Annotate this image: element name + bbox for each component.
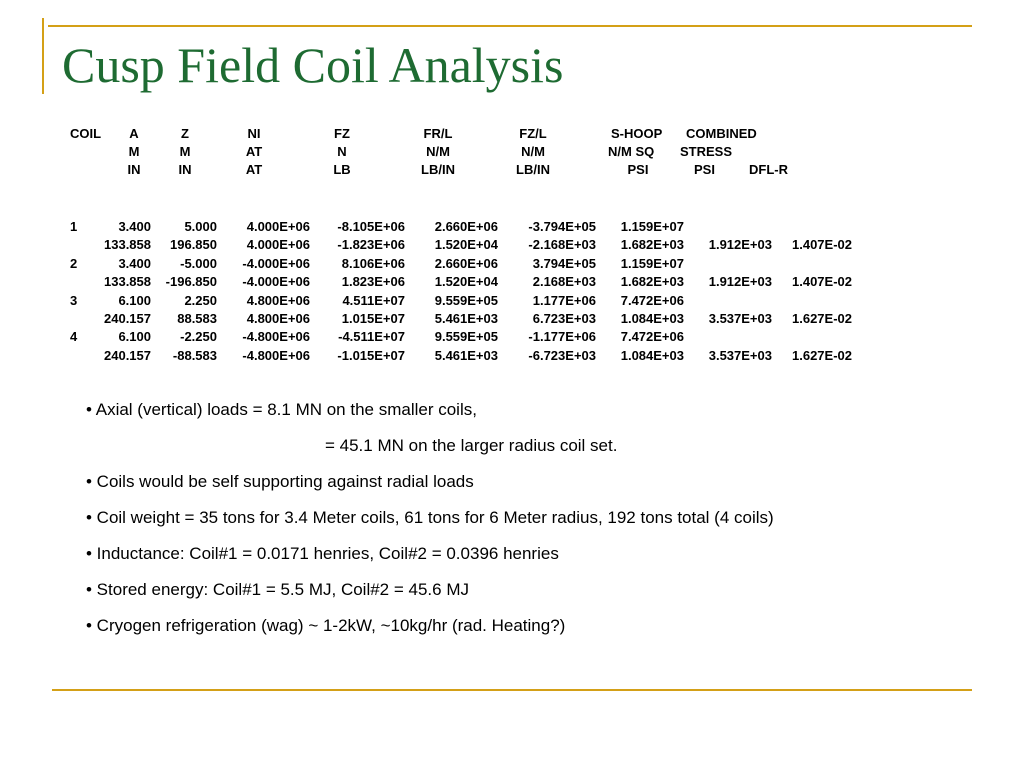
bullet-item: • Stored energy: Coil#1 = 5.5 MJ, Coil#2 = 45.6 MJ — [86, 580, 469, 599]
table-cell: 1.912E+03 — [708, 237, 772, 253]
table-header-cell: FR/L — [423, 126, 453, 141]
table-cell: 1.682E+03 — [620, 274, 684, 290]
table-cell: 133.858 — [104, 237, 151, 253]
table-cell: -2.250 — [180, 329, 217, 345]
table-header-cell: M — [179, 144, 191, 159]
table-cell: 196.850 — [170, 237, 217, 253]
table-header-cell: LB — [333, 162, 351, 177]
bullet-continuation: = 45.1 MN on the larger radius coil set. — [325, 436, 618, 455]
table-header-cell: NI — [247, 126, 261, 141]
table-header-cell: STRESS — [680, 144, 733, 159]
table-cell: 1.159E+07 — [620, 255, 684, 271]
table-header-cell: COMBINED — [686, 126, 757, 141]
table-cell: 7.472E+06 — [620, 329, 684, 345]
slide-title: Cusp Field Coil Analysis — [62, 37, 564, 93]
table-cell: 1.520E+04 — [434, 237, 498, 253]
table-header-cell: Z — [181, 126, 189, 141]
table-cell: 1.084E+03 — [620, 311, 684, 326]
table-cell: 88.583 — [177, 311, 217, 326]
table-cell: 1.084E+03 — [620, 347, 684, 363]
table-cell: -4.000E+06 — [242, 255, 310, 271]
table-cell: -196.850 — [165, 274, 217, 290]
table-cell: 2.168E+03 — [532, 274, 596, 290]
table-cell: 1.159E+07 — [620, 219, 684, 234]
table-cell: 7.472E+06 — [620, 292, 684, 308]
table-header-cell: FZ — [334, 126, 350, 141]
table-cell: 6.100 — [118, 329, 151, 345]
table-cell: 1.627E-02 — [792, 311, 852, 326]
table-cell: 2.250 — [184, 292, 217, 308]
table-header-cell: PSI — [694, 162, 715, 177]
table-cell: 2.660E+06 — [434, 219, 498, 234]
table-cell: -1.015E+07 — [337, 347, 405, 363]
table-cell: 4.800E+06 — [246, 292, 310, 308]
bullet-item: • Coil weight = 35 tons for 3.4 Meter coils, 61 tons for 6 Meter radius, 192 tons total (4 coils) — [86, 508, 774, 527]
bullet-item: • Inductance: Coil#1 = 0.0171 henries, Coil#2 = 0.0396 henries — [86, 544, 559, 563]
table-cell: 133.858 — [104, 274, 151, 290]
table-cell: 240.157 — [104, 311, 151, 326]
table-cell: 3.400 — [118, 219, 151, 234]
table-cell: 3.400 — [118, 255, 151, 271]
table-cell: 240.157 — [104, 347, 151, 363]
table-cell: 6.100 — [118, 292, 151, 308]
table-cell: 3.537E+03 — [708, 311, 772, 326]
table-cell: 1.177E+06 — [532, 292, 596, 308]
table-cell: 4.000E+06 — [246, 237, 310, 253]
table-cell: -5.000 — [180, 255, 217, 271]
table-cell: 1.912E+03 — [708, 274, 772, 290]
table-cell: 1.682E+03 — [620, 237, 684, 253]
table-cell: 1.823E+06 — [341, 274, 405, 290]
table-cell: -4.000E+06 — [242, 274, 310, 290]
table-header-cell: N/M SQ — [608, 144, 655, 159]
table-cell: 1.407E-02 — [792, 274, 852, 290]
table-cell: 4.511E+07 — [342, 292, 405, 308]
table-cell: -1.177E+06 — [528, 329, 596, 345]
table-header-cell: M — [128, 144, 140, 159]
table-header-cell: DFL-R — [749, 162, 788, 177]
table-cell: 9.559E+05 — [434, 292, 498, 308]
table-cell: -88.583 — [172, 347, 217, 363]
coil-number-cell: 4 — [70, 329, 78, 345]
table-header-cell: FZ/L — [519, 126, 547, 141]
table-cell: -4.800E+06 — [242, 329, 310, 345]
bottom-rule — [52, 689, 972, 691]
bullet-item: • Cryogen refrigeration (wag) ~ 1-2kW, ~10kg/hr (rad. Heating?) — [86, 616, 566, 635]
coil-analysis-table — [0, 0, 1024, 380]
table-header-cell: PSI — [627, 162, 649, 177]
table-cell: 1.015E+07 — [341, 311, 405, 326]
table-cell: -2.168E+03 — [528, 237, 596, 253]
table-cell: 5.000 — [184, 219, 217, 234]
table-header-cell: S-HOOP — [611, 126, 663, 141]
table-cell: 4.800E+06 — [246, 311, 310, 326]
table-cell: -4.800E+06 — [242, 347, 310, 363]
table-header-cell: AT — [245, 162, 263, 177]
table-cell: 9.559E+05 — [434, 329, 498, 345]
table-cell: 2.660E+06 — [434, 255, 498, 271]
table-cell: 1.407E-02 — [792, 237, 852, 253]
table-header-cell: IN — [178, 162, 192, 177]
table-cell: 1.520E+04 — [434, 274, 498, 290]
table-header-cell: A — [129, 126, 139, 141]
table-cell: 5.461E+03 — [434, 311, 498, 326]
table-header-cell: N — [337, 144, 347, 159]
table-header-cell: COIL — [70, 126, 102, 141]
table-header-cell: AT — [245, 144, 263, 159]
table-cell: -3.794E+05 — [528, 219, 596, 234]
table-cell: 6.723E+03 — [532, 311, 596, 326]
table-header-cell: LB/IN — [516, 162, 550, 177]
table-header-cell: N/M — [521, 144, 545, 159]
table-cell: 3.794E+05 — [532, 255, 596, 271]
table-cell: 4.000E+06 — [246, 219, 310, 234]
table-cell: 3.537E+03 — [708, 347, 772, 363]
coil-number-cell: 3 — [70, 292, 78, 308]
table-header-cell: LB/IN — [421, 162, 455, 177]
table-cell: 1.627E-02 — [792, 347, 852, 363]
coil-number-cell: 1 — [70, 219, 78, 234]
table-cell: 5.461E+03 — [434, 347, 498, 363]
coil-number-cell: 2 — [70, 255, 78, 271]
table-cell: -1.823E+06 — [337, 237, 405, 253]
table-header-cell: N/M — [426, 144, 450, 159]
table-cell: -8.105E+06 — [337, 219, 405, 234]
table-cell: -4.511E+07 — [338, 329, 405, 345]
table-header-cell: IN — [127, 162, 141, 177]
bullet-item: • Coils would be self supporting against radial loads — [86, 472, 474, 491]
table-cell: 8.106E+06 — [341, 255, 405, 271]
bullet-item: • Axial (vertical) loads = 8.1 MN on the smaller coils, — [86, 400, 477, 419]
table-cell: -6.723E+03 — [528, 347, 596, 363]
